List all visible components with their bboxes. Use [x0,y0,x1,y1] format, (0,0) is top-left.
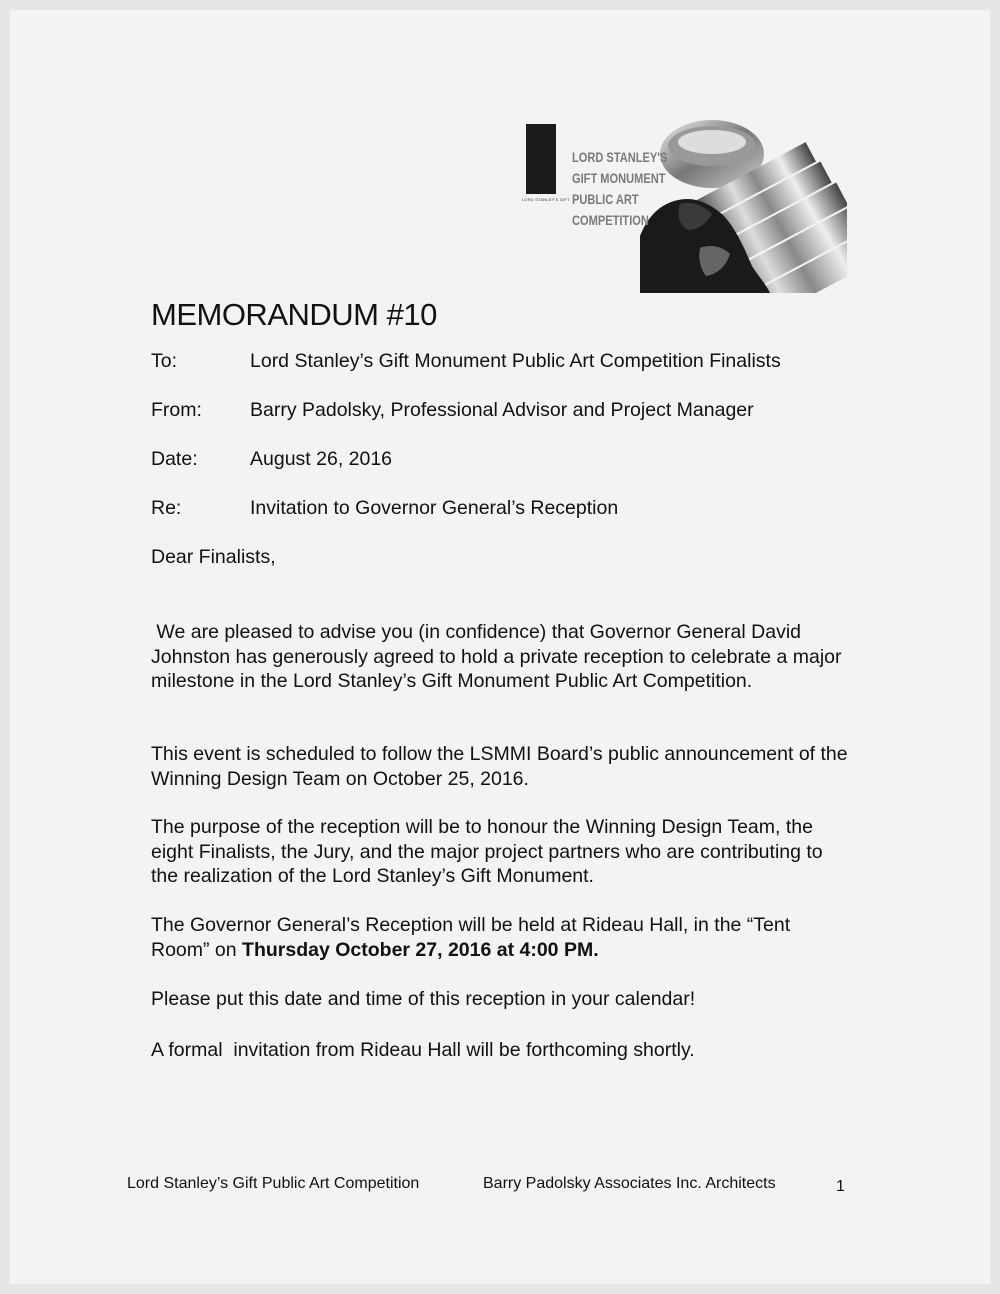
footer-left: Lord Stanley’s Gift Public Art Competition [127,1175,420,1192]
to-value: Lord Stanley’s Gift Monument Public Art Competition Finalists [250,350,781,372]
paragraph-4-text: The Governor General’s Reception will be held at Rideau Hall, in the “Tent Room” on [151,914,791,961]
from-label: From: [151,399,202,421]
logo-line-1: LORD STANLEY'S [572,150,668,165]
paragraph-1: We are pleased to advise you (in confidence) that Governor General David Johnston has generously agreed to hold a private reception to celebrate a major milestone in the Lord Stanley’s Gift Monument Public Art Competition. [151,621,847,692]
re-value: Invitation to Governor General’s Reception [250,497,619,519]
paragraph-6: A formal invitation from Rideau Hall will be forthcoming shortly. [151,1039,695,1061]
re-label: Re: [151,497,182,519]
paragraph-2: This event is scheduled to follow the LSMMI Board’s public announcement of the Winning Design Team on October 25, 2016. [151,743,848,790]
logo-line-4: COMPETITION [572,213,649,228]
logo-tiny-caption: LORD STANLEY'S GIFT [522,197,570,202]
page-number: 1 [836,1178,845,1195]
logo-black-block [526,124,556,194]
logo-wordmark [572,147,667,231]
paragraph-4 [151,913,851,962]
salutation: Dear Finalists, [151,546,276,568]
to-label: To: [151,350,178,372]
paragraph-5: Please put this date and time of this reception in your calendar! [151,988,696,1010]
date-label: Date: [151,448,198,470]
paragraph-3: The purpose of the reception will be to honour the Winning Design Team, the eight Finalists, the Jury, and the major project partners who are contributing to the realization of the Lord Stanley’s Gift Monument. [151,816,823,887]
logo-line-3: PUBLIC ART [572,192,639,207]
logo-line-2: GIFT MONUMENT [572,171,666,186]
date-value: August 26, 2016 [250,448,393,470]
memo-title: MEMORANDUM #10 [151,297,437,332]
footer-middle: Barry Padolsky Associates Inc. Architects [483,1175,776,1192]
stanley-cup-photo-icon [640,116,847,293]
from-value: Barry Padolsky, Professional Advisor and Project Manager [250,399,754,421]
reception-datetime: Thursday October 27, 2016 at 4:00 PM. [242,938,599,961]
